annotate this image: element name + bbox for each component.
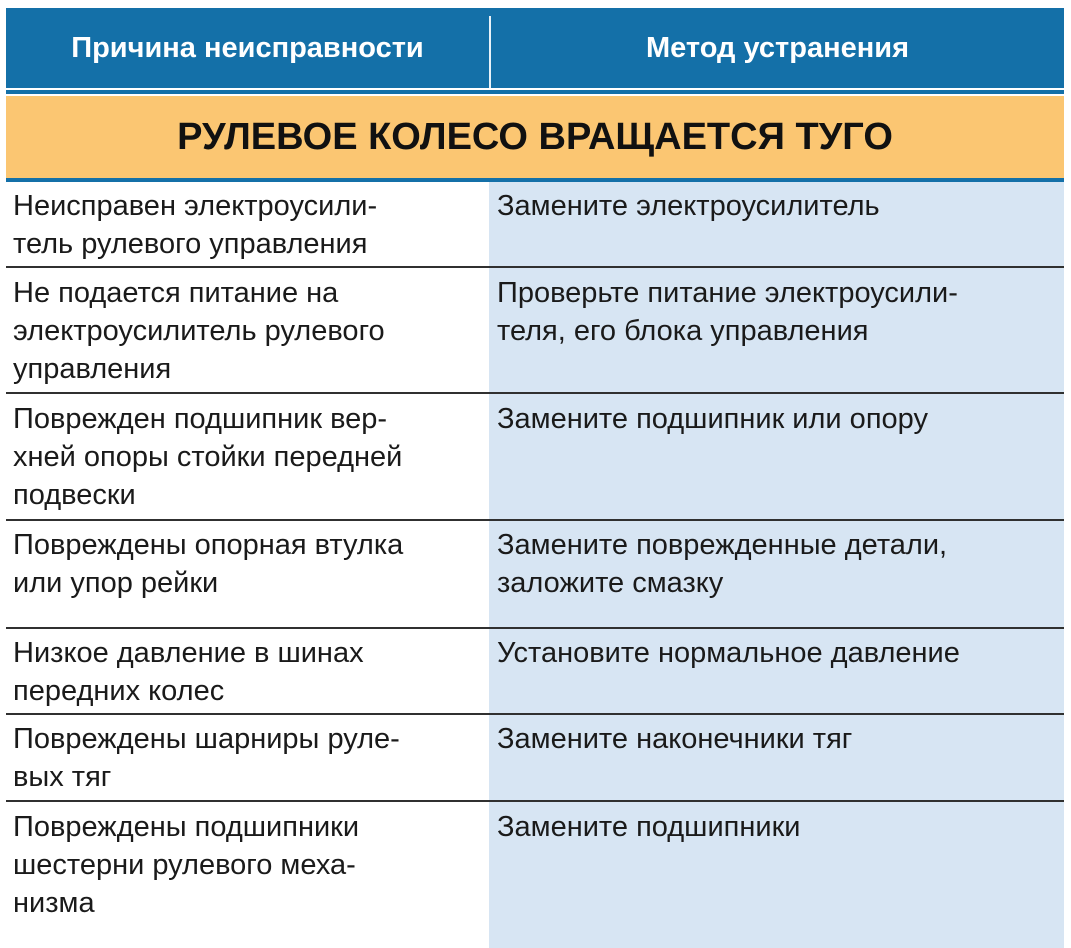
row-1-fix: Замените электроусилитель [497, 190, 880, 222]
row-divider [6, 713, 1064, 715]
table-header [6, 8, 1064, 88]
row-2-cause: Не подается питание на электроусилитель рулевого управления [13, 277, 385, 385]
row-divider [6, 800, 1064, 802]
header-underline [6, 90, 1064, 94]
row-5-cause: Низкое давление в шинах передних колес [13, 637, 364, 707]
row-7-cause: Повреждены подшипники шестерни рулевого меха- низма [13, 811, 360, 919]
header-cause: Причина неисправности [71, 31, 424, 64]
header-fix: Метод устранения [645, 31, 909, 64]
row-6-cause: Повреждены шарниры руле- вых тяг [13, 723, 400, 793]
row-5-fix: Установите нормальное давление [497, 637, 960, 669]
row-7-fix: Замените подшипники [497, 811, 801, 843]
row-2-fix: Проверьте питание электроусили- теля, его блока управления [497, 277, 958, 347]
row-4-cause: Повреждены опорная втулка или упор рейки [13, 529, 404, 599]
row-3-fix: Замените подшипник или опору [497, 403, 928, 435]
section-title: РУЛЕВОЕ КОЛЕСО ВРАЩАЕТСЯ ТУГО [6, 96, 1064, 178]
row-1-cause: Неисправен электроусили- тель рулевого управления [13, 190, 378, 260]
row-divider [6, 392, 1064, 394]
row-divider [6, 519, 1064, 521]
row-divider [6, 266, 1064, 268]
row-3-cause: Поврежден подшипник вер- хней опоры стойки передней подвески [13, 403, 403, 511]
row-divider [6, 627, 1064, 629]
row-4-fix: Замените поврежденные детали, заложите смазку [497, 529, 948, 599]
row-6-fix: Замените наконечники тяг [497, 723, 853, 755]
